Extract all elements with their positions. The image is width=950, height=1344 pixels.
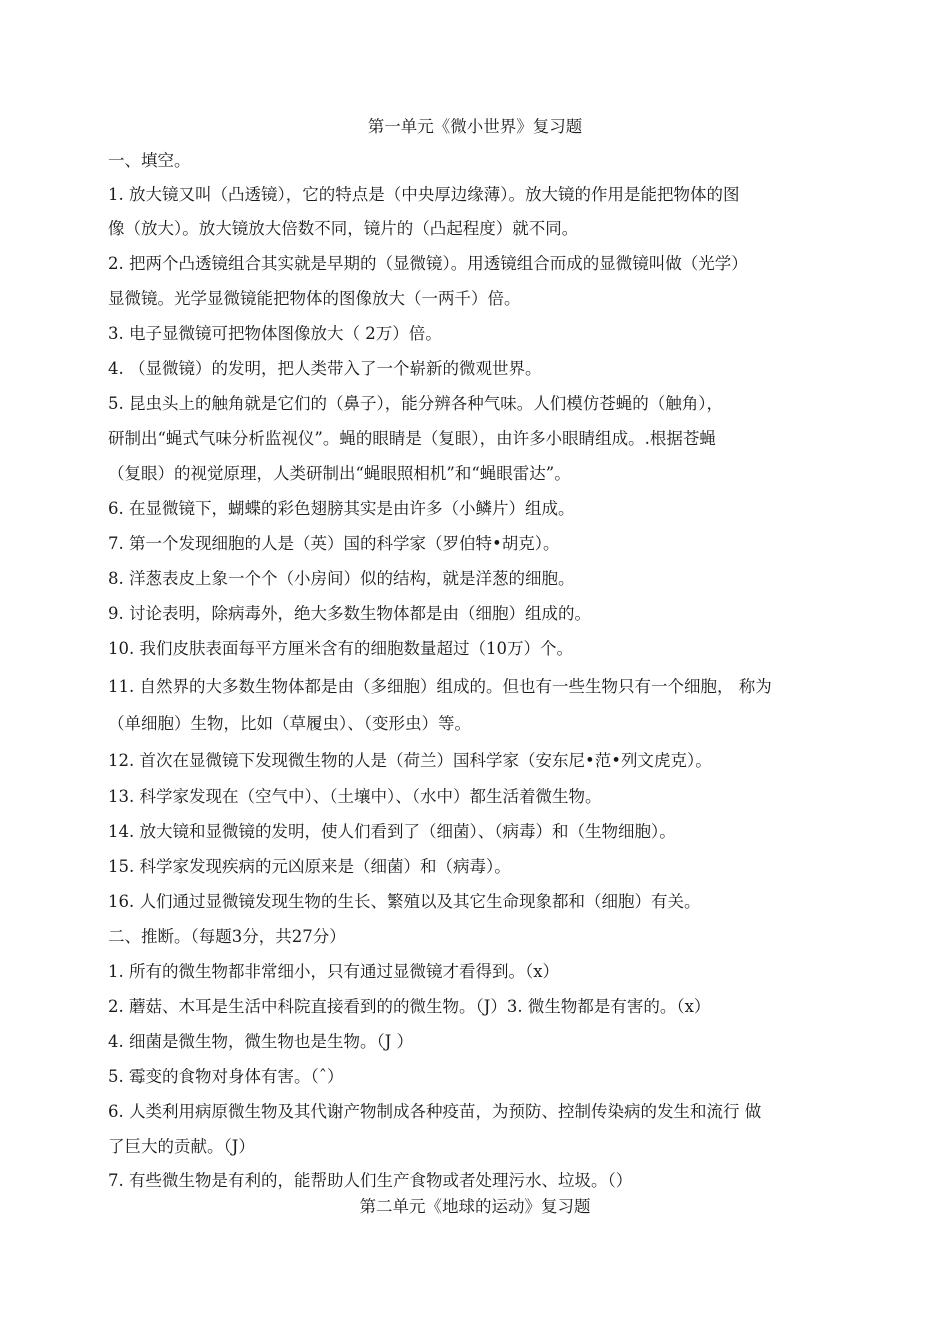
fill-line: 16. 人们通过显微镜发现生物的生长、繁殖以及其它生命现象都和（细胞）有关。: [108, 892, 701, 911]
fill-line: 14. 放大镜和显微镜的发明，使人们看到了（细菌）、（病毒）和（生物细胞）。: [108, 822, 676, 841]
fill-line: 12. 首次在显微镜下发现微生物的人是（荷兰）国科学家（安东尼•范•列文虎克）。: [108, 751, 712, 770]
judge-line: 5. 霉变的食物对身体有害。（ˆ）: [108, 1067, 344, 1086]
fill-line: 3. 电子显微镜可把物体图像放大（ 2万）倍。: [108, 324, 442, 343]
judge-line: 7. 有些微生物是有利的，能帮助人们生产食物或者处理污水、垃圾。（）: [108, 1171, 633, 1190]
fill-line: 13. 科学家发现在（空气中）、（土壤中）、（水中）都生活着微生物。: [108, 787, 602, 806]
judge-line: 2. 蘑菇、木耳是生活中科院直接看到的的微生物。（J）3. 微生物都是有害的。（x）: [108, 997, 711, 1016]
fill-line: 5. 昆虫头上的触角就是它们的（鼻子），能分辨各种气味。人们模仿苍蝇的（触角），: [108, 394, 723, 413]
fill-line: 10. 我们皮肤表面每平方厘米含有的细胞数量超过（10万）个。: [108, 639, 573, 658]
fill-line: 像（放大）。放大镜放大倍数不同，镜片的（凸起程度）就不同。: [108, 219, 579, 238]
fill-line: 1. 放大镜又叫（凸透镜），它的特点是（中央厚边缘薄）。放大镜的作用是能把物体的图: [108, 185, 740, 204]
judge-line: 了巨大的贡献。（J）: [108, 1137, 255, 1156]
fill-line: （单细胞）生物，比如（草履虫）、（变形虫）等。: [108, 714, 471, 733]
fill-line: 11. 自然界的大多数生物体都是由（多细胞）组成的。但也有一些生物只有一个细胞， 称为: [108, 677, 772, 696]
section-heading-judge: 二、推断。（每题3分，共27分）: [108, 927, 346, 946]
fill-line: 7. 第一个发现细胞的人是（英）国的科学家（罗伯特•胡克）。: [108, 534, 560, 553]
judge-line: 4. 细菌是微生物，微生物也是生物。（J ）: [108, 1032, 414, 1051]
fill-line: 显微镜。光学显微镜能把物体的图像放大（一两千）倍。: [108, 289, 521, 308]
judge-line: 6. 人类利用病原微生物及其代谢产物制成各种疫苗，为预防、控制传染病的发生和流行 做: [108, 1102, 762, 1121]
fill-line: 研制出“蝇式气味分析监视仪”。蝇的眼睛是（复眼），由许多小眼睛组成。.根据苍蝇: [108, 429, 716, 448]
fill-line: 15. 科学家发现疾病的元凶原来是（细菌）和（病毒）。: [108, 857, 511, 876]
page-title: 第一单元《微小世界》复习题: [367, 117, 583, 136]
fill-line: 8. 洋葱表皮上象一个个（小房间）似的结构，就是洋葱的细胞。: [108, 569, 575, 588]
fill-line: 4. （显微镜）的发明，把人类带入了一个崭新的微观世界。: [108, 359, 542, 378]
next-unit-title: 第二单元《地球的运动》复习题: [359, 1197, 591, 1216]
fill-line: 9. 讨论表明，除病毒外，绝大多数生物体都是由（细胞）组成的。: [108, 604, 591, 623]
judge-line: 1. 所有的微生物都非常细小，只有通过显微镜才看得到。（x）: [108, 962, 560, 981]
fill-line: （复眼）的视觉原理，人类研制出“蝇眼照相机”和“蝇眼雷达”。: [108, 464, 571, 483]
fill-line: 6. 在显微镜下，蝴蝶的彩色翅膀其实是由许多（小鳞片）组成。: [108, 499, 575, 518]
fill-line: 2. 把两个凸透镜组合其实就是早期的（显微镜）。用透镜组合而成的显微镜叫做（光学）: [108, 254, 748, 273]
section-heading-fill: 一、填空。: [108, 151, 191, 170]
